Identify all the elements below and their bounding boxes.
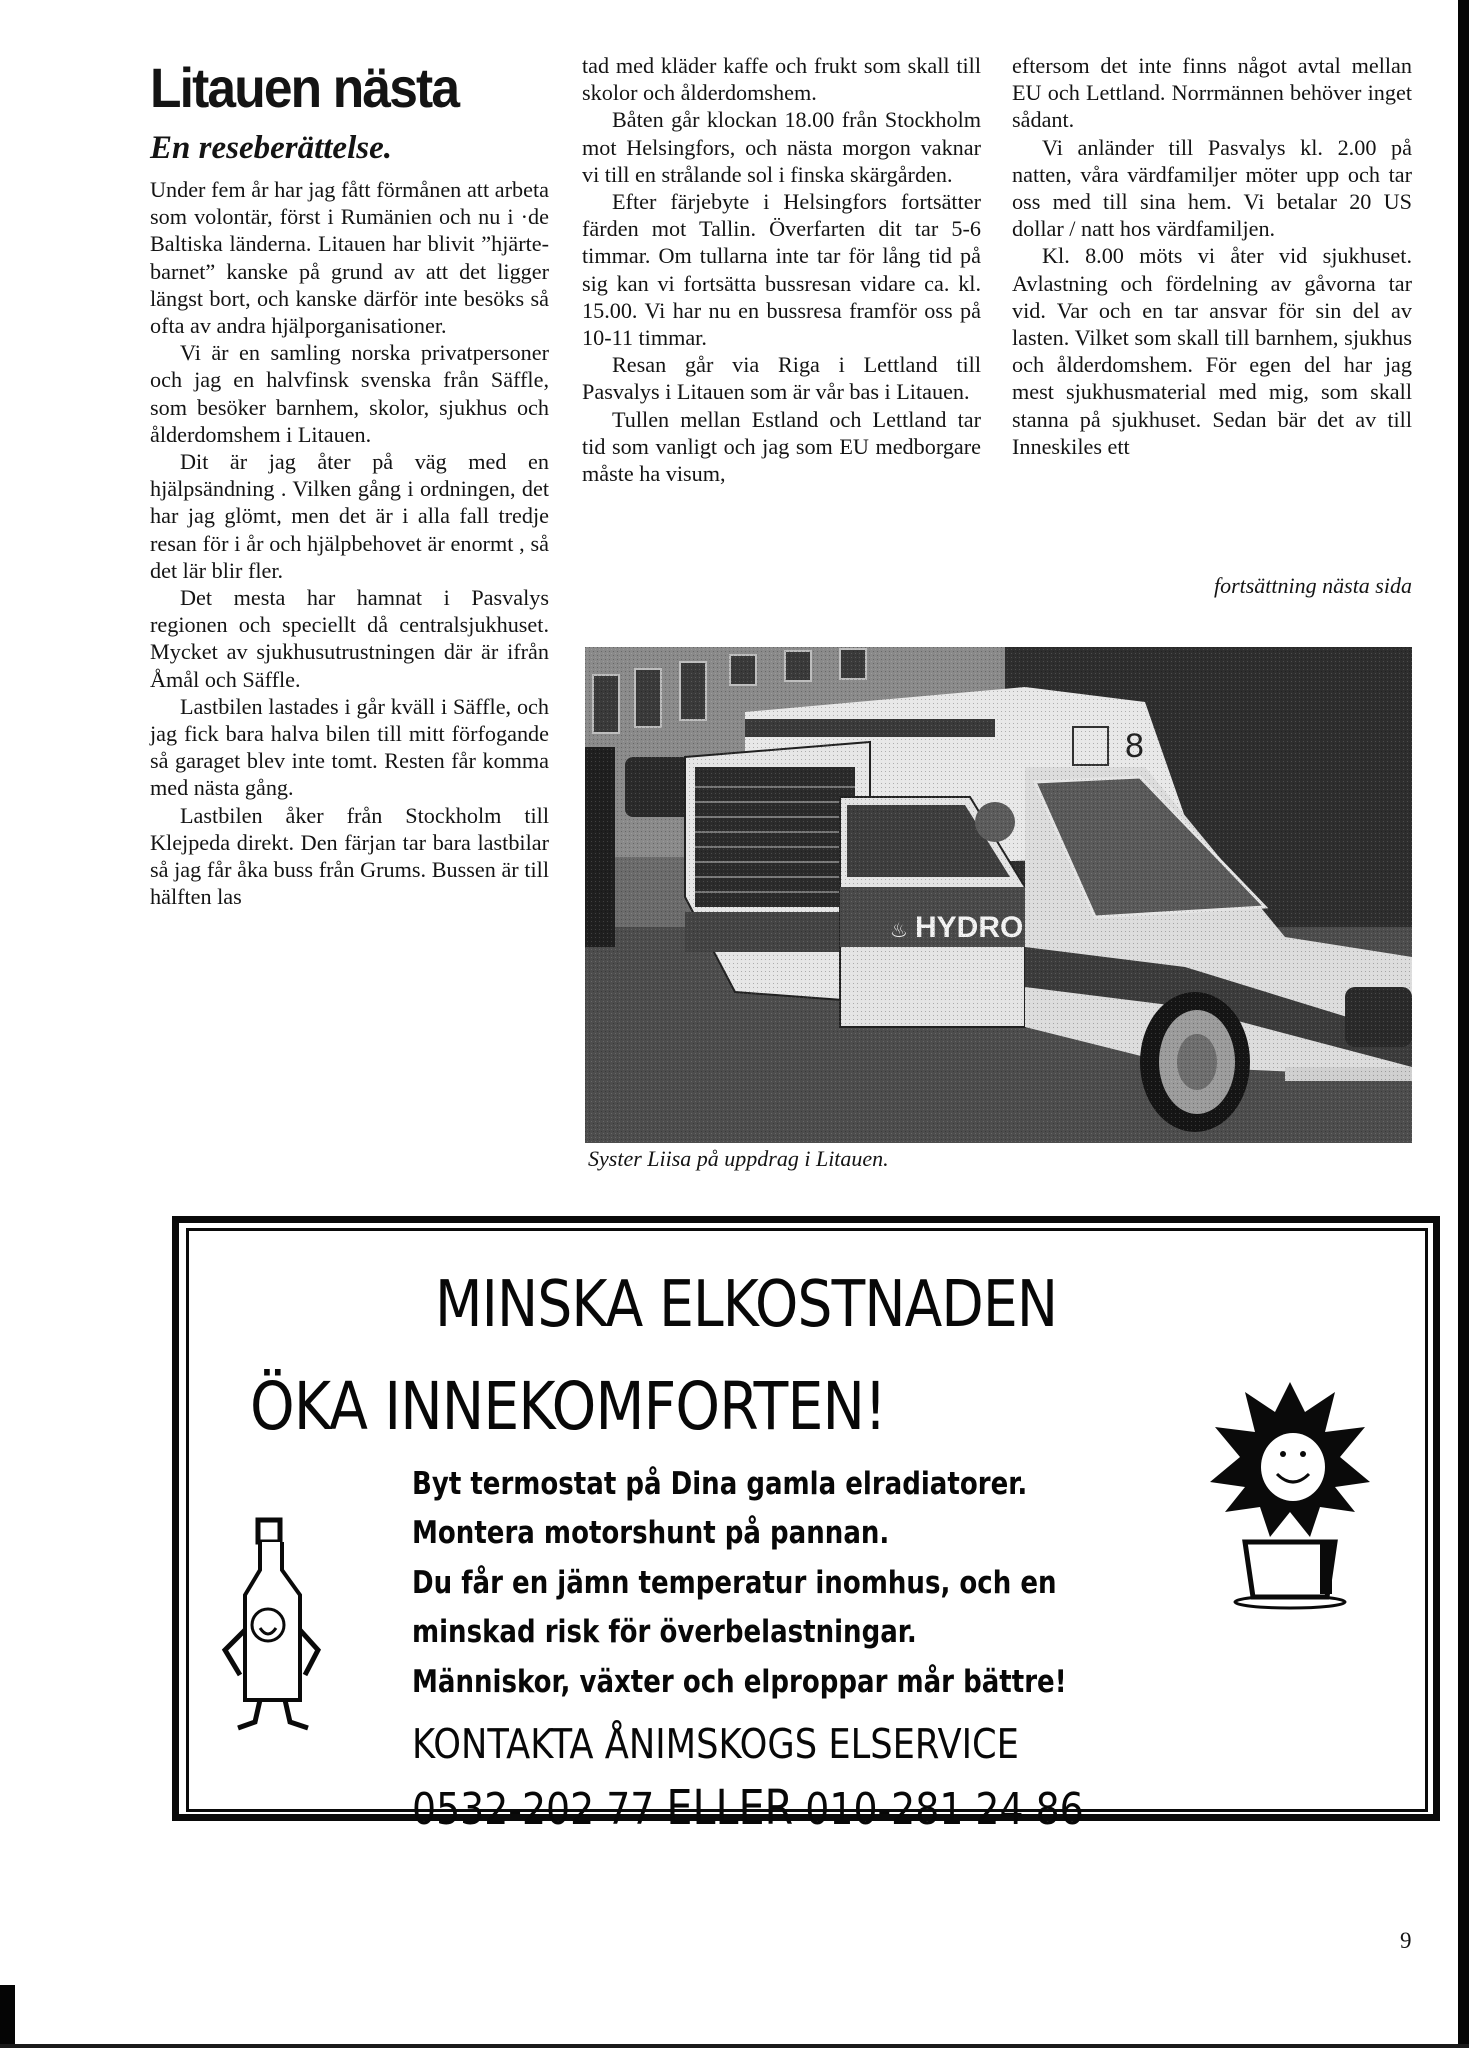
article-column-2 <box>582 52 981 487</box>
ad-body-line: Montera motorshunt på pannan. <box>412 1515 890 1551</box>
paragraph: Vi anländer till Pasvalys kl. 2.00 på natten, våra värdfamiljer möter upp och tar oss med till sina hem. Vi betalar 20 US dollar / natt hos värdfamiljen. <box>1012 134 1412 242</box>
paragraph: eftersom det inte finns något avtal mellan EU och Lettland. Norrmännen behöver inget sådant. <box>1012 53 1412 133</box>
ad-body-line: Människor, växter och elproppar mår bättre! <box>412 1664 1067 1700</box>
scan-edge-left <box>0 1985 15 2048</box>
ad-phone-1: 0532-202 77 <box>412 1784 655 1835</box>
paragraph: Dit är jag åter på väg med en hjälpsändning . Vilken gång i ordningen, det har jag glömt, men det är i alla fall tredje resan för i år och hjälpbehovet är enormt , så det lär blir fler. <box>150 449 549 583</box>
paragraph: Lastbilen lastades i går kväll i Säffle, och jag fick bara halva bilen till mitt förfogande så garaget blev inte tomt. Resten får komma med nästa gång. <box>150 693 549 801</box>
article-title: Litauen nästa <box>150 56 459 119</box>
ad-body-line: minskad risk för överbelastningar. <box>412 1614 917 1650</box>
paragraph: Resan går via Riga i Lettland till Pasvalys i Litauen som är vår bas i Litauen. <box>582 352 981 405</box>
paragraph: Kl. 8.00 möts vi åter vid sjukhuset. Avlastning och fördelning av gåvorna tar vid. Var och en tar ansvar för sin del av lasten. Vilket som skall till barnhem, sjukhus och ålderdomshem. För egen del har jag mest sjukhusmaterial med mig, som skall stanna på sjukhuset. Sedan bär det av till Inneskiles ett <box>1012 243 1412 459</box>
article-column-1 <box>150 176 549 910</box>
ambulance-photo <box>585 647 1412 1143</box>
ad-phone-separator: ELLER <box>666 1780 794 1836</box>
paragraph: Vi är en samling norska privatpersoner och jag en halvfinsk svenska från Säffle, som besöker barnhem, skolor, sjukhus och ålderdomshem i Litauen. <box>150 340 549 447</box>
smiling-plant-icon <box>1205 1372 1375 1612</box>
paragraph: Tullen mellan Estland och Lettland tar tid som vanligt och jag som EU medborgare måste ha visum, <box>582 406 981 487</box>
article-subtitle: En reseberättelse. <box>150 130 392 166</box>
paragraph: Det mesta har hamnat i Pasvalys regionen och speciellt då centralsjukhuset. Mycket av sjukhusutrustningen där är ifrån Åmål och Säffle. <box>150 585 549 692</box>
paragraph: Under fem år har jag fått förmånen att arbeta som volontär, först i Rumänien och nu i ·de Baltiska länderna. Litauen har blivit ”hjärtebarnet” kanske på grund av att det ligger längst bort, och kanske därför inte besöks så ofta av andra hjälporganisationer. <box>150 177 549 339</box>
paragraph: Efter färjebyte i Helsingfors fortsätter färden mot Tallin. Överfarten dit tar 5-6 timmar. Om tullarna inte tar för lång tid på sig kan vi fortsätta bussresan vidare ca. kl. 15.00. Vi har nu en bussresa framför oss på 10-11 timmar. <box>582 189 981 351</box>
ad-phone-line <box>412 1780 1084 1836</box>
continued-note: fortsättning nästa sida <box>1213 573 1412 598</box>
article-column-3 <box>1012 52 1412 460</box>
scan-edge-right <box>1458 0 1469 2048</box>
ad-headline-1: MINSKA ELKOSTNADEN <box>435 1268 1058 1342</box>
ad-body-line: Byt termostat på Dina gamla elradiatorer. <box>412 1466 1028 1502</box>
photo-caption: Syster Liisa på uppdrag i Litauen. <box>588 1146 889 1171</box>
ad-phone-2: 010-281 24 86 <box>805 1784 1084 1835</box>
ad-body-line: Du får en jämn temperatur inomhus, och en <box>412 1565 1057 1601</box>
page-number: 9 <box>1400 1928 1412 1953</box>
paragraph: Båten går klockan 18.00 från Stockholm mot Helsingfors, och nästa morgon vaknar vi till en strålande sol i finska skärgården. <box>582 107 981 187</box>
ad-headline-2: ÖKA INNEKOMFORTEN! <box>250 1368 886 1445</box>
ad-contact: KONTAKTA ÅNIMSKOGS ELSERVICE <box>412 1720 1019 1768</box>
paragraph: tad med kläder kaffe och frukt som skall till skolor och ålderdomshem. <box>582 53 981 106</box>
paragraph: Lastbilen åker från Stockholm till Klejpeda direkt. Den färjan tar bara lastbilar så jag får åka buss från Grums. Bussen är till hälften las <box>150 802 549 910</box>
bottle-character-icon <box>210 1510 330 1740</box>
scan-edge-bottom <box>0 2044 1469 2048</box>
